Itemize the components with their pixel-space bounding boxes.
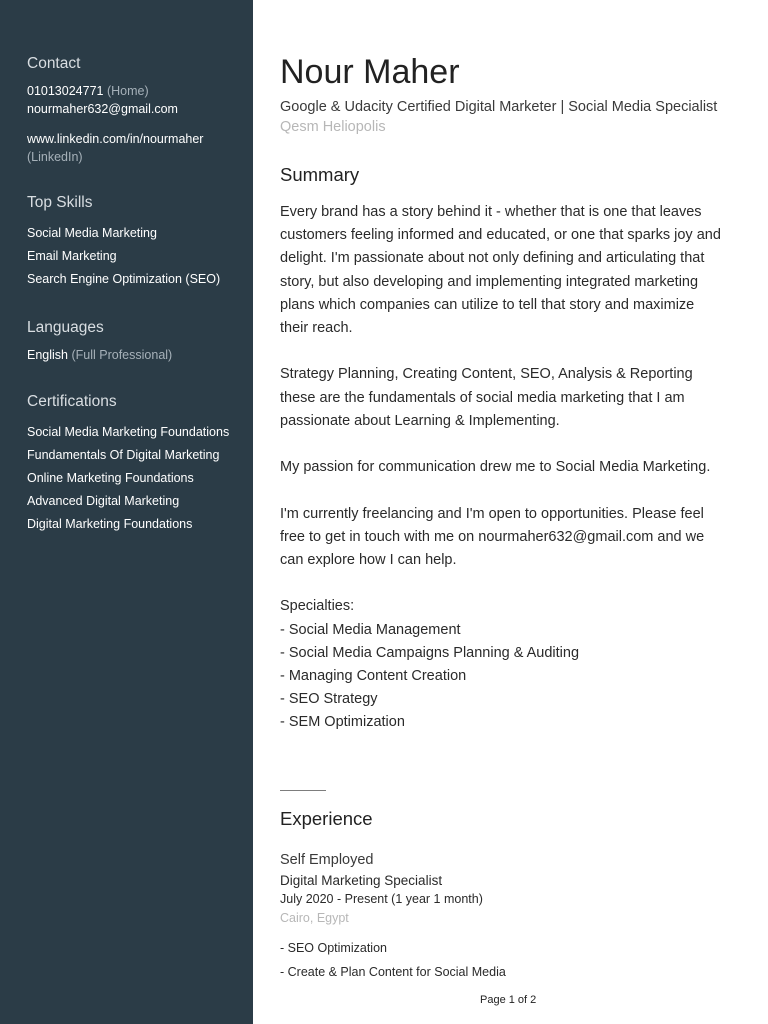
experience-role: Digital Marketing Specialist xyxy=(280,872,443,888)
summary-paragraph xyxy=(280,201,750,340)
linkedin-link[interactable]: www.linkedin.com/in/nourmaher xyxy=(27,132,204,146)
summary-line: can explore how I can help. xyxy=(280,552,457,568)
summary-paragraph xyxy=(280,363,750,433)
page-number: Page 1 of 2 xyxy=(480,994,537,1006)
certifications-heading: Certifications xyxy=(27,392,117,410)
summary-line: plans which companies can utilize to tell that story and maximize xyxy=(280,296,695,313)
experience-point: - Create & Plan Content for Social Media xyxy=(280,964,506,979)
skill-item: Email Marketing xyxy=(27,249,117,263)
languages-section xyxy=(27,318,243,365)
summary-heading: Summary xyxy=(280,164,360,185)
summary-body xyxy=(280,201,750,735)
contact-section xyxy=(27,54,243,166)
summary-line: free to get in touch with me on nourmaher632@gmail.com and we xyxy=(280,528,705,545)
summary-line: Strategy Planning, Creating Content, SEO, Analysis & Reporting xyxy=(280,366,693,383)
candidate-headline: Google & Udacity Certified Digital Marketer | Social Media Specialist xyxy=(280,99,718,115)
top-skills-section xyxy=(27,193,243,291)
certification-item: Fundamentals Of Digital Marketing xyxy=(27,447,220,462)
phone-line xyxy=(27,83,243,101)
specialty-item: - SEM Optimization xyxy=(280,714,405,731)
specialties-list xyxy=(280,595,750,734)
specialty-item: - Social Media Management xyxy=(280,621,461,638)
certification-item: Advanced Digital Marketing xyxy=(27,493,180,508)
summary-line: passionate about Learning & Implementing. xyxy=(280,412,560,429)
phone-type: (Home) xyxy=(106,84,149,98)
summary-paragraph xyxy=(280,456,750,479)
experience-company: Self Employed xyxy=(280,851,374,868)
certification-item: Online Marketing Foundations xyxy=(27,470,194,485)
summary-line: story, but also developing and implementing integrated marketing xyxy=(280,273,699,290)
paragraph-gap xyxy=(280,340,750,363)
summary-line: I'm currently freelancing and I'm open to opportunities. Please feel xyxy=(280,505,704,522)
experience-dates: July 2020 - Present (1 year 1 month) xyxy=(280,891,483,906)
section-divider xyxy=(280,790,326,791)
resume-main xyxy=(280,52,750,984)
languages-heading: Languages xyxy=(27,319,104,336)
certification-item: Social Media Marketing Foundations xyxy=(27,424,230,439)
certifications-section xyxy=(27,392,243,536)
certification-item: Digital Marketing Foundations xyxy=(27,516,193,531)
language-item xyxy=(27,347,243,365)
experience-location: Cairo, Egypt xyxy=(280,910,349,925)
summary-line: customers feeling informed and educated, or one that sparks joy and xyxy=(280,227,721,244)
experience-point: - SEO Optimization xyxy=(280,940,387,955)
skill-item: Search Engine Optimization (SEO) xyxy=(27,272,221,286)
summary-line: My passion for communication drew me to Social Media Marketing. xyxy=(280,459,711,476)
specialties-label: Specialties: xyxy=(280,598,355,615)
language-level: (Full Professional) xyxy=(71,348,173,362)
specialty-item: - Social Media Campaigns Planning & Auditing xyxy=(280,644,580,661)
candidate-location: Qesm Heliopolis xyxy=(280,119,386,135)
summary-line: delight. I'm passionate about not only defining and articulating that xyxy=(280,250,705,267)
specialty-item: - Managing Content Creation xyxy=(280,668,467,684)
phone-number[interactable]: 01013024771 xyxy=(27,84,104,98)
experience-heading: Experience xyxy=(280,807,373,829)
experience-points xyxy=(280,936,750,984)
email-link[interactable]: nourmaher632@gmail.com xyxy=(27,101,178,116)
paragraph-gap xyxy=(280,479,750,502)
specialty-item: - SEO Strategy xyxy=(280,691,378,708)
sidebar xyxy=(0,0,253,1024)
paragraph-gap xyxy=(280,572,750,595)
summary-line: their reach. xyxy=(280,320,353,337)
candidate-name: Nour Maher xyxy=(280,53,460,91)
summary-paragraph xyxy=(280,503,750,573)
linkedin-label: (LinkedIn) xyxy=(27,149,83,164)
contact-heading: Contact xyxy=(27,55,81,72)
language-name: English xyxy=(27,348,68,362)
paragraph-gap xyxy=(280,433,750,456)
contact-gap xyxy=(27,118,243,131)
summary-line: Every brand has a story behind it - whether that is one that leaves xyxy=(280,204,702,220)
skill-item: Social Media Marketing xyxy=(27,226,157,240)
summary-line: these are the fundamentals of social media marketing that I am xyxy=(280,389,685,406)
top-skills-heading: Top Skills xyxy=(27,194,93,211)
